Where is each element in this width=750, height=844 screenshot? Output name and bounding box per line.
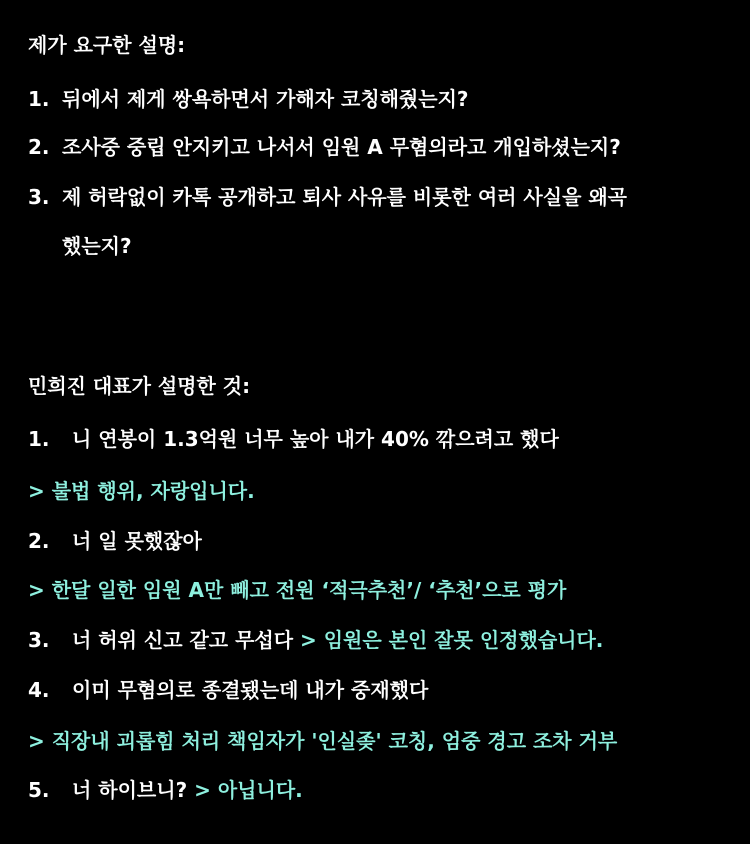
- item-number: 1.: [28, 427, 50, 451]
- section2-heading: 민희진 대표가 설명한 것:: [28, 374, 251, 398]
- item-text: 제 허락없이 카톡 공개하고 퇴사 사유를 비롯한 여러 사실을 왜곡: [62, 185, 627, 209]
- item-text: 너 허위 신고 같고 무섭다: [72, 628, 301, 652]
- item-reply: > 직장내 괴롭힘 처리 책임자가 '인실좆' 코칭, 엄중 경고 조차 거부: [28, 729, 618, 753]
- item-line: [72, 626, 603, 654]
- item-reply: > 임원은 본인 잘못 인정했습니다.: [300, 628, 604, 652]
- item-text-continued: 했는지?: [62, 234, 132, 258]
- item-reply: > 불법 행위, 자랑입니다.: [28, 479, 255, 503]
- item-reply: > 아닙니다.: [194, 778, 303, 802]
- item-number: 5.: [28, 778, 50, 802]
- item-text: 조사중 중립 안지키고 나서서 임원 A 무혐의라고 개입하셨는지?: [62, 135, 621, 159]
- item-number: 3.: [28, 185, 50, 209]
- item-text: 너 하이브니?: [72, 778, 195, 802]
- item-line: [72, 776, 303, 804]
- item-reply: > 한달 일한 임원 A만 빼고 전원 ‘적극추천’/ ‘추천’으로 평가: [28, 578, 567, 602]
- item-number: 3.: [28, 628, 50, 652]
- item-number: 1.: [28, 87, 50, 111]
- item-number: 2.: [28, 529, 50, 553]
- section1-heading: 제가 요구한 설명:: [28, 33, 186, 57]
- item-number: 2.: [28, 135, 50, 159]
- item-text: 뒤에서 제게 쌍욕하면서 가해자 코칭해줬는지?: [62, 87, 469, 111]
- item-text: 너 일 못했잖아: [72, 529, 202, 553]
- item-number: 4.: [28, 678, 50, 702]
- item-text: 니 연봉이 1.3억원 너무 높아 내가 40% 깎으려고 했다: [72, 427, 559, 451]
- item-text: 이미 무혐의로 종결됐는데 내가 중재했다: [72, 678, 429, 702]
